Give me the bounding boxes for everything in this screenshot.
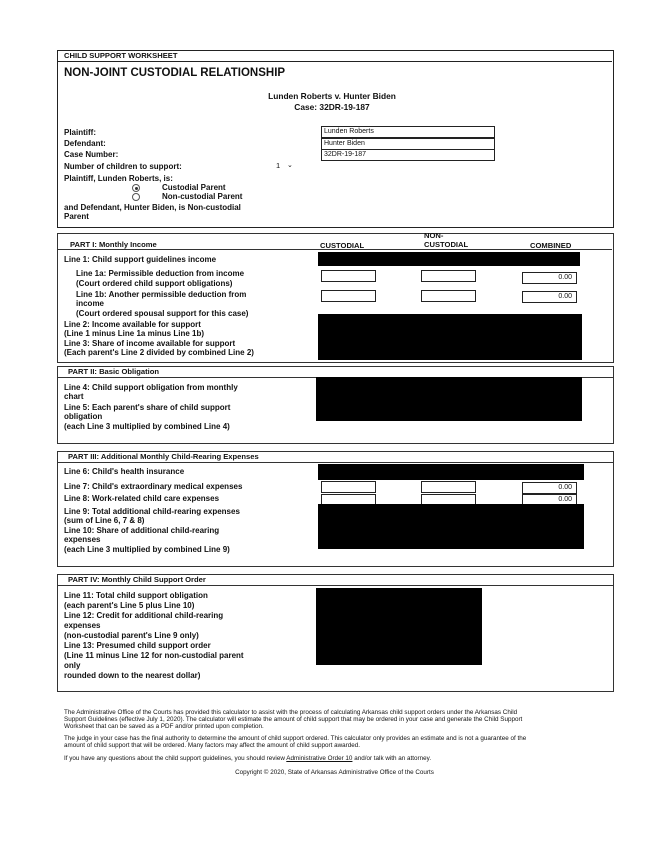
line1b-label-3: (Court ordered spousal support for this case): [76, 309, 249, 318]
line1b-noncustodial-input[interactable]: [421, 290, 476, 302]
line13-label-4: rounded down to the nearest dollar): [64, 671, 201, 680]
part4-header: [57, 574, 614, 586]
plaintiff-field[interactable]: [321, 126, 495, 138]
line7-combined-input[interactable]: [522, 482, 577, 494]
line13-label-1: Line 13: Presumed child support order: [64, 641, 211, 650]
footer-p1-line-1: The Administrative Office of the Courts has provided this calculator to assist with the process of calculating Arkansas child support orders under the Arkansas Child: [64, 709, 518, 716]
line13-label-2: (Line 11 minus Line 12 for non-custodial parent: [64, 651, 244, 660]
line1-redaction: [318, 252, 580, 266]
footer-p3-before: If you have any questions about the child support guidelines, you should review: [64, 755, 287, 762]
line12-label-1: Line 12: Credit for additional child-rearing: [64, 611, 224, 620]
line2-label-2: (Line 1 minus Line 1a minus Line 1b): [64, 329, 205, 338]
col-custodial-header: CUSTODIAL: [320, 241, 365, 250]
line2-label-1: Line 2: Income available for support: [64, 320, 201, 329]
line12-label-3: (non-custodial parent's Line 9 only): [64, 631, 199, 640]
line1b-label-2: income: [76, 299, 105, 308]
footer-paragraph-2: [64, 735, 612, 749]
line5-label-3: (each Line 3 multiplied by combined Line 4): [64, 422, 230, 431]
defendant-statement-2: Parent: [64, 212, 89, 221]
line3-label-2: (Each parent's Line 2 divided by combined Line 2): [64, 348, 254, 357]
plaintiff-label: Plaintiff:: [64, 128, 96, 137]
footer-p1-line-3: Worksheet that can be saved as a PDF and/or printed upon completion.: [64, 723, 264, 731]
custodial-option-label: Custodial Parent: [162, 183, 226, 192]
case-number-label: Case Number:: [64, 150, 119, 159]
noncustodial-option-label: Non-custodial Parent: [162, 192, 243, 201]
part2-heading: PART II: Basic Obligation: [68, 367, 159, 376]
defendant-value: Hunter Biden: [324, 140, 365, 147]
line4-label-2: chart: [64, 392, 84, 401]
line13-label-3: only: [64, 661, 81, 670]
line11-label-2: (each parent's Line 5 plus Line 10): [64, 601, 195, 610]
footer-p2-line-2: amount of child support that will be ordered. Many factors may affect the amount of child support awarded.: [64, 742, 360, 750]
line3-label-1: Line 3: Share of income available for support: [64, 339, 236, 348]
part1-heading: PART I: Monthly Income: [70, 240, 157, 249]
part4-redaction: [316, 588, 482, 665]
line1a-combined-input[interactable]: [522, 272, 577, 284]
line1a-label-1: Line 1a: Permissible deduction from income: [76, 269, 245, 278]
children-select[interactable]: [274, 161, 298, 171]
children-label: Number of children to support:: [64, 162, 182, 171]
line6-label: Line 6: Child's health insurance: [64, 467, 185, 476]
col-noncustodial-header-2: CUSTODIAL: [424, 240, 469, 249]
part3-header: [57, 451, 614, 463]
plaintiff-is-label: Plaintiff, Lunden Roberts, is:: [64, 174, 173, 183]
children-select-value: 1: [276, 161, 281, 170]
footer-paragraph-1: [64, 709, 612, 731]
line1a-label-2: (Court ordered child support obligations): [76, 279, 233, 288]
page-title: NON-JOINT CUSTODIAL RELATIONSHIP: [64, 67, 286, 79]
lines2-3-redaction: [318, 314, 582, 360]
defendant-label: Defendant:: [64, 139, 106, 148]
line1-label: Line 1: Child support guidelines income: [64, 255, 217, 264]
line10-label-1: Line 10: Share of additional child-rearing: [64, 526, 220, 535]
administrative-order-link[interactable]: Administrative Order 10: [286, 755, 353, 762]
line7-combined-value: 0.00: [558, 484, 572, 491]
line6-redaction: [318, 464, 584, 480]
footer-p3-after: and/or talk with an attorney.: [352, 755, 432, 762]
line1b-combined-input[interactable]: [522, 291, 577, 303]
line8-combined-value: 0.00: [558, 496, 572, 503]
line1b-custodial-input[interactable]: [321, 290, 376, 302]
line5-label-1: Line 5: Each parent's share of child support: [64, 403, 231, 412]
part2-redaction: [316, 377, 582, 421]
line9-label-2: (sum of Line 6, 7 & 8): [64, 516, 145, 525]
line1a-noncustodial-input[interactable]: [421, 270, 476, 282]
line1a-custodial-input[interactable]: [321, 270, 376, 282]
line1b-label-1: Line 1b: Another permissible deduction from: [76, 290, 247, 299]
line12-label-2: expenses: [64, 621, 101, 630]
custodial-radio[interactable]: [132, 184, 140, 192]
line10-label-2: expenses: [64, 535, 101, 544]
lines9-10-redaction: [318, 504, 584, 549]
line1b-combined-value: 0.00: [558, 293, 572, 300]
form-label: CHILD SUPPORT WORKSHEET: [64, 51, 178, 60]
line7-custodial-input[interactable]: [321, 481, 376, 493]
footer-paragraph-3: [64, 755, 612, 762]
part3-heading: PART III: Additional Monthly Child-Rearing Expenses: [68, 452, 259, 461]
col-noncustodial-header-1: NON-: [424, 231, 444, 240]
chevron-down-icon: ⌄: [287, 162, 293, 169]
line11-label-1: Line 11: Total child support obligation: [64, 591, 208, 600]
line10-label-3: (each Line 3 multiplied by combined Line 9): [64, 545, 230, 554]
line1a-combined-value: 0.00: [558, 274, 572, 281]
line9-label-1: Line 9: Total additional child-rearing expenses: [64, 507, 240, 516]
part4-heading: PART IV: Monthly Child Support Order: [68, 575, 206, 584]
noncustodial-radio[interactable]: [132, 193, 140, 201]
footer-p1-line-2: Support Guidelines (effective July 1, 2020). The calculator will estimate the amount of child support that may be ordered in your case and generate the Child Support: [64, 716, 523, 724]
case-number-value: 32DR-19-187: [324, 151, 367, 158]
plaintiff-value: Lunden Roberts: [324, 128, 374, 135]
line4-label-1: Line 4: Child support obligation from monthly: [64, 383, 238, 392]
case-line: Case: 32DR-19-187: [294, 102, 370, 112]
line7-label: Line 7: Child's extraordinary medical expenses: [64, 482, 243, 491]
case-number-field[interactable]: [321, 149, 495, 161]
case-caption: Lunden Roberts v. Hunter Biden: [268, 91, 396, 101]
copyright: Copyright © 2020, State of Arkansas Administrative Office of the Courts: [235, 769, 434, 776]
line8-label: Line 8: Work-related child care expenses: [64, 494, 220, 503]
defendant-statement-1: and Defendant, Hunter Biden, is Non-custodial: [64, 203, 241, 212]
footer-p2-line-1: The judge in your case has the final authority to determine the amount of child support ordered. This calculator only provides an estimate and is not a guarantee of the: [64, 735, 527, 742]
line5-label-2: obligation: [64, 412, 103, 421]
line7-noncustodial-input[interactable]: [421, 481, 476, 493]
col-combined-header: COMBINED: [530, 241, 572, 250]
